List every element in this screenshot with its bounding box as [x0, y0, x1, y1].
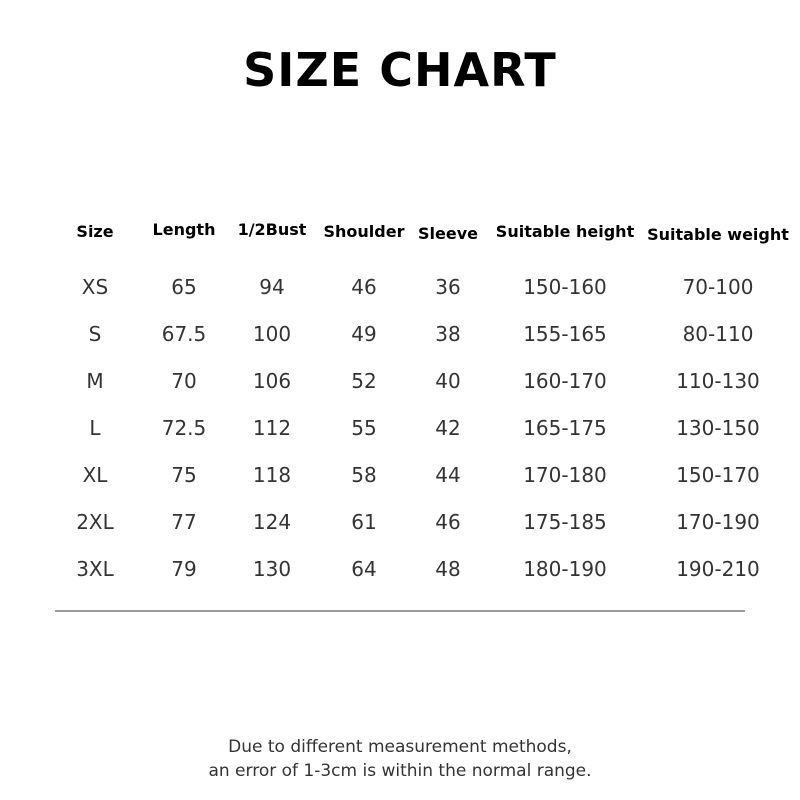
cell-suitable-height: 150-160: [523, 275, 607, 299]
cell-suitable-height: 165-175: [523, 416, 607, 440]
cell-sleeve: 40: [435, 369, 461, 393]
cell-suitable-weight: 150-170: [676, 463, 760, 487]
cell-sleeve: 48: [435, 557, 461, 581]
cell-suitable-height: 170-180: [523, 463, 607, 487]
cell-suitable-weight: 80-110: [682, 322, 754, 346]
cell-suitable-weight: 110-130: [676, 369, 760, 393]
cell-sleeve: 46: [435, 510, 461, 534]
cell-half-bust: 112: [252, 416, 292, 440]
note-line-1: Due to different measurement methods,: [228, 737, 572, 757]
cell-half-bust: 124: [252, 510, 292, 534]
cell-length: 70: [171, 369, 197, 393]
cell-shoulder: 58: [351, 463, 377, 487]
header-sleeve: Sleeve: [418, 224, 478, 243]
header-half-bust: 1/2Bust: [237, 220, 307, 239]
cell-shoulder: 64: [351, 557, 377, 581]
cell-sleeve: 44: [435, 463, 461, 487]
cell-length: 77: [171, 510, 197, 534]
cell-length: 65: [171, 275, 197, 299]
note-line-2: an error of 1-3cm is within the normal range.: [208, 761, 592, 781]
cell-suitable-height: 180-190: [523, 557, 607, 581]
cell-suitable-height: 175-185: [523, 510, 607, 534]
page-title: SIZE CHART: [243, 43, 557, 97]
cell-shoulder: 49: [351, 322, 377, 346]
cell-half-bust: 130: [252, 557, 292, 581]
divider: [55, 610, 745, 612]
cell-sleeve: 38: [435, 322, 461, 346]
cell-suitable-weight: 70-100: [682, 275, 754, 299]
cell-suitable-weight: 130-150: [676, 416, 760, 440]
cell-half-bust: 106: [252, 369, 292, 393]
header-suitable-height: Suitable height: [495, 222, 635, 241]
cell-size: XS: [81, 275, 109, 299]
cell-size: 2XL: [76, 510, 114, 534]
cell-half-bust: 100: [252, 322, 292, 346]
cell-half-bust: 94: [259, 275, 285, 299]
cell-size: M: [86, 369, 104, 393]
header-shoulder: Shoulder: [323, 222, 405, 241]
cell-length: 67.5: [161, 322, 207, 346]
cell-shoulder: 55: [351, 416, 377, 440]
cell-suitable-height: 160-170: [523, 369, 607, 393]
cell-suitable-weight: 170-190: [676, 510, 760, 534]
cell-size: 3XL: [76, 557, 114, 581]
cell-sleeve: 42: [435, 416, 461, 440]
cell-suitable-weight: 190-210: [676, 557, 760, 581]
cell-size: S: [88, 322, 102, 346]
cell-sleeve: 36: [435, 275, 461, 299]
cell-half-bust: 118: [252, 463, 292, 487]
cell-shoulder: 52: [351, 369, 377, 393]
cell-length: 75: [171, 463, 197, 487]
header-suitable-weight: Suitable weight: [647, 225, 789, 244]
cell-size: XL: [82, 463, 108, 487]
header-length: Length: [152, 220, 216, 239]
cell-length: 79: [171, 557, 197, 581]
cell-size: L: [89, 416, 101, 440]
cell-shoulder: 61: [351, 510, 377, 534]
cell-length: 72.5: [161, 416, 207, 440]
cell-shoulder: 46: [351, 275, 377, 299]
header-size: Size: [76, 222, 114, 241]
cell-suitable-height: 155-165: [523, 322, 607, 346]
